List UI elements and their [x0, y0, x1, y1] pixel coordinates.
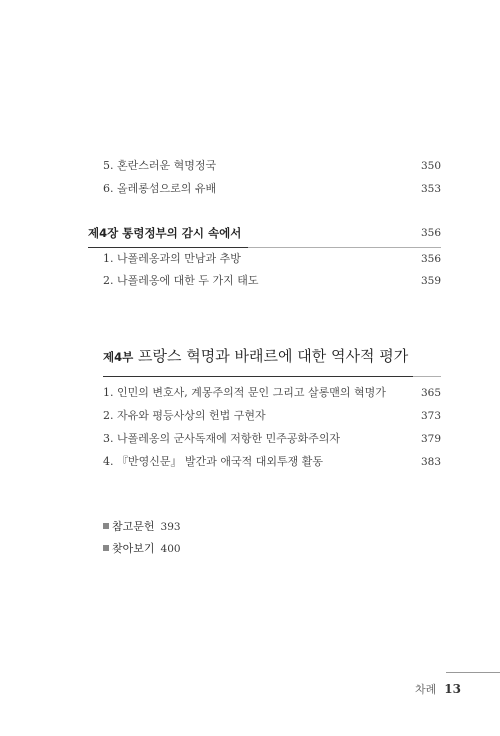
- toc-entry[interactable]: [103, 157, 441, 175]
- toc-entry-page: 365: [420, 387, 441, 399]
- toc-entry-title: 6. 올레롱섬으로의 유배: [103, 182, 217, 195]
- chapter-page: 356: [420, 227, 441, 239]
- footer-label: 차례: [415, 683, 437, 696]
- appendix-title: 찾아보기: [112, 542, 155, 555]
- toc-entry-title: 1. 인민의 변호사, 계몽주의적 문인 그리고 살롱맨의 혁명가: [103, 386, 386, 399]
- page-number: 13: [444, 682, 461, 696]
- part-title: 프랑스 혁명과 바래르에 대한 역사적 평가: [138, 347, 409, 365]
- part-heading[interactable]: [103, 343, 441, 369]
- appendix-page: 393: [160, 521, 181, 533]
- toc-entry[interactable]: [103, 430, 441, 448]
- toc-entry-page: 383: [420, 456, 441, 468]
- toc-entry-page: 356: [420, 253, 441, 265]
- appendix-page: 400: [160, 543, 181, 555]
- footer-rule: [446, 672, 500, 673]
- toc-entry-page: 350: [420, 160, 441, 172]
- square-bullet-icon: [103, 545, 109, 551]
- toc-entry[interactable]: [103, 180, 441, 198]
- toc-entry-title: 2. 나폴레옹에 대한 두 가지 태도: [103, 274, 259, 287]
- chapter-heading[interactable]: [88, 223, 441, 243]
- toc-entry-title: 4. 『반영신문』 발간과 애국적 대외투쟁 활동: [103, 455, 323, 468]
- toc-entry-title: 2. 자유와 평등사상의 헌법 구현자: [103, 409, 266, 422]
- toc-entry-page: 379: [420, 433, 441, 445]
- chapter-rule-accent: [88, 247, 248, 248]
- chapter-title: 제4장 통령정부의 감시 속에서: [88, 226, 242, 240]
- toc-entry-page: 373: [420, 410, 441, 422]
- toc-entry[interactable]: [103, 384, 441, 402]
- part-rule-accent: [103, 376, 413, 377]
- appendix-item[interactable]: [103, 540, 181, 558]
- square-bullet-icon: [103, 523, 109, 529]
- toc-entry-title: 3. 나폴레옹의 군사독재에 저항한 민주공화주의자: [103, 432, 340, 445]
- toc-entry-title: 5. 혼란스러운 혁명정국: [103, 159, 217, 172]
- appendix-item[interactable]: [103, 518, 181, 536]
- toc-entry-page: 359: [420, 275, 441, 287]
- appendix-title: 참고문헌: [112, 520, 155, 533]
- toc-entry[interactable]: [103, 453, 441, 471]
- toc-entry[interactable]: [103, 272, 441, 290]
- part-label: 제4부: [103, 350, 134, 364]
- toc-entry-page: 353: [420, 183, 441, 195]
- page-footer: [415, 679, 461, 699]
- toc-entry[interactable]: [103, 407, 441, 425]
- toc-entry[interactable]: [103, 250, 441, 268]
- toc-entry-title: 1. 나폴레옹과의 만남과 추방: [103, 252, 241, 265]
